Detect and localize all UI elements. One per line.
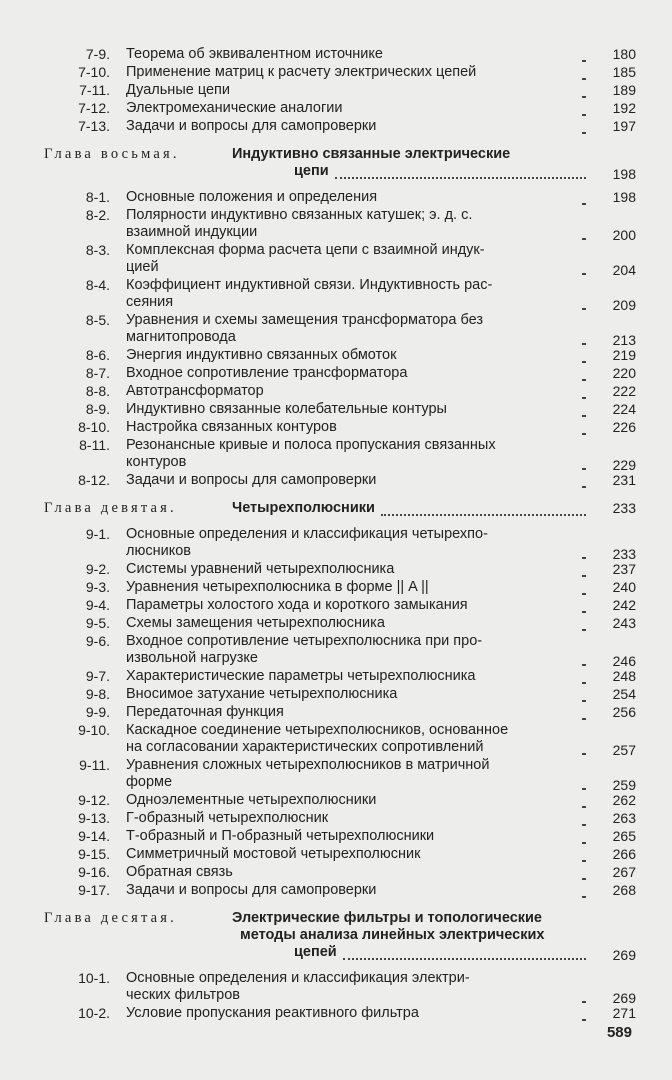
entry-title-line: форме [126,774,173,790]
section-number: 9-3. [85,579,110,595]
entry-title-line: Г-образный четырехполюсник [126,810,329,826]
entry-title-line: Настройка связанных контуров [126,419,337,435]
page-ref: 259 [612,777,636,793]
entry-title-line: Применение матриц к расчету электрических цепей [126,64,477,80]
dot-leader [335,175,586,179]
page-ref: 224 [612,401,636,417]
entry-title-line: Характеристические параметры четырехполюсника [126,668,476,684]
entry-title-line: Индуктивно связанные колебательные контуры [126,401,447,417]
section-number: 8-4. [85,277,110,293]
entry-title-line: Передаточная функция [126,704,284,720]
toc-entry [0,615,672,632]
section-number: 7-9. [85,46,110,62]
entry-title-line: на согласовании характеристических сопротивлений [126,739,484,755]
section-number: 9-4. [85,597,110,613]
section-number: 8-11. [79,437,110,453]
section-number: 8-7. [85,365,110,381]
entry-title-line: Энергия индуктивно связанных обмоток [126,347,397,363]
toc-entry [0,189,672,206]
chapter-label: Глава девятая. [44,500,177,516]
toc-entry [0,118,672,135]
section-number: 9-1. [85,526,110,542]
entry-title-line: Симметричный мостовой четырехполюсник [126,846,421,862]
page-ref: 248 [612,668,636,684]
entry-title-line: Условие пропускания реактивного фильтра [126,1005,419,1021]
section-number: 9-2. [85,561,110,577]
entry-title-line: люсников [126,543,191,559]
page-ref: 237 [612,561,636,577]
toc-entry [0,419,672,436]
toc-entry [0,312,672,346]
page-ref: 204 [612,262,636,278]
toc-entry [0,100,672,117]
section-number: 8-1. [85,189,110,205]
entry-title-line: Уравнения сложных четырехполюсников в матричной [126,757,490,773]
section-number: 9-8. [85,686,110,702]
section-number: 10-1. [78,970,110,986]
toc-entry [0,347,672,364]
toc-entry [0,277,672,311]
section-number: 8-10. [78,419,110,435]
page-ref: 263 [612,810,636,826]
page-ref: 198 [612,189,636,205]
page-ref: 220 [612,365,636,381]
page-number: 589 [606,1024,632,1041]
section-number: 8-2. [85,207,110,223]
section-number: 9-17. [78,882,110,898]
entry-title-line: Входное сопротивление четырехполюсника при про- [126,633,483,649]
entry-title-line: Полярности индуктивно связанных катушек; э. д. с. [126,207,473,223]
section-number: 9-10. [78,722,110,738]
chapter-entry [0,146,672,180]
page-ref: 268 [612,882,636,898]
page-ref: 226 [612,419,636,435]
page-ref: 267 [612,864,636,880]
page-ref: 271 [612,1005,636,1021]
section-number: 8-8. [85,383,110,399]
entry-title-line: Основные определения и классификация электри- [126,970,470,986]
section-number: 9-11. [79,757,110,773]
entry-title-line: извольной нагрузке [126,650,258,666]
entry-title-line: Параметры холостого хода и короткого замыкания [126,597,468,613]
section-number: 7-12. [78,100,110,116]
toc-entry [0,561,672,578]
page-ref: 242 [612,597,636,613]
toc-entry [0,686,672,703]
section-number: 9-15. [78,846,110,862]
chapter-entry [0,910,672,961]
entry-title-line: Основные определения и классификация четырехпо- [126,526,488,542]
page-ref: 262 [612,792,636,808]
toc-entry [0,46,672,63]
section-number: 9-7. [85,668,110,684]
page-ref: 192 [612,100,636,116]
entry-title-line: ческих фильтров [126,987,240,1003]
section-number: 9-6. [85,633,110,649]
entry-title-line: магнитопровода [126,329,236,345]
entry-title-line: Коэффициент индуктивной связи. Индуктивность рас- [126,277,493,293]
page-ref: 222 [612,383,636,399]
toc-entry [0,828,672,845]
toc-entry [0,633,672,667]
toc-entry [0,207,672,241]
toc-entry [0,792,672,809]
entry-title-line: Вносимое затухание четырехполюсника [126,686,398,702]
page-ref: 257 [612,742,636,758]
toc-entry [0,668,672,685]
page-ref: 240 [612,579,636,595]
section-number: 9-13. [78,810,110,826]
toc-entry [0,82,672,99]
entry-title-line: Одноэлементные четырехполюсники [126,792,377,808]
page-ref: 180 [612,46,636,62]
section-number: 8-3. [85,242,110,258]
entry-title-line: Т-образный и П-образный четырехполюсники [126,828,435,844]
entry-title-line: Уравнения четырехполюсника в форме || A || [126,579,429,595]
entry-title-line: Системы уравнений четырехполюсника [126,561,395,577]
section-number: 9-12. [78,792,110,808]
entry-title-line: Входное сопротивление трансформатора [126,365,408,381]
section-number: 9-9. [85,704,110,720]
section-number: 8-9. [85,401,110,417]
toc-entry [0,810,672,827]
entry-title-line: Схемы замещения четырехполюсника [126,615,385,631]
chapter-entry [0,500,672,517]
section-number: 9-16. [78,864,110,880]
page-ref: 254 [612,686,636,702]
entry-title-line: Задачи и вопросы для самопроверки [126,472,377,488]
entry-title-line: сеяния [126,294,174,310]
section-number: 7-10. [78,64,110,80]
page-ref: 269 [612,947,636,963]
page-ref: 229 [612,457,636,473]
page-ref: 256 [612,704,636,720]
toc-entry [0,757,672,791]
entry-title-line: цией [126,259,159,275]
entry-title-line: Теорема об эквивалентном источнике [126,46,383,62]
page-ref: 243 [612,615,636,631]
toc-entry [0,383,672,400]
page-ref: 198 [612,166,636,182]
toc-entry [0,597,672,614]
chapter-title-line: Четырехполюсники [232,500,375,516]
dot-leader [343,956,586,960]
entry-title-line: контуров [126,454,187,470]
entry-title-line: Автотрансформатор [126,383,264,399]
entry-title-line: Уравнения и схемы замещения трансформатора без [126,312,483,328]
section-number: 9-14. [78,828,110,844]
section-number: 10-2. [78,1005,110,1021]
entry-title-line: Резонансные кривые и полоса пропускания связанных [126,437,496,453]
page-ref: 213 [612,332,636,348]
toc-entry [0,401,672,418]
entry-title-line: Комплексная форма расчета цепи с взаимной индук- [126,242,485,258]
page-ref: 233 [612,546,636,562]
chapter-title-line: Электрические фильтры и топологические [232,910,542,926]
toc-entry [0,579,672,596]
toc-entry [0,64,672,81]
chapter-title-line: цепи [294,163,329,179]
toc-entry [0,472,672,489]
chapter-title-line: методы анализа линейных электрических [240,927,545,943]
page-ref: 233 [612,500,636,516]
section-number: 8-5. [85,312,110,328]
toc-entry [0,864,672,881]
entry-title-line: Электромеханические аналогии [126,100,343,116]
page-ref: 189 [612,82,636,98]
page-ref: 265 [612,828,636,844]
toc-entry [0,1005,672,1022]
section-number: 8-12. [78,472,110,488]
toc-entry [0,242,672,276]
page-ref: 200 [612,227,636,243]
page-ref: 197 [612,118,636,134]
toc-entry [0,704,672,721]
toc-entry [0,526,672,560]
toc-entry [0,437,672,471]
page-ref: 219 [612,347,636,363]
entry-title-line: Обратная связь [126,864,233,880]
chapter-label: Глава восьмая. [44,146,180,162]
page-ref: 266 [612,846,636,862]
section-number: 9-5. [85,615,110,631]
toc-entry [0,365,672,382]
entry-title-line: взаимной индукции [126,224,258,240]
entry-title-line: Задачи и вопросы для самопроверки [126,882,377,898]
page-ref: 185 [612,64,636,80]
section-number: 7-13. [78,118,110,134]
chapter-title-line: цепей [294,944,337,960]
toc-entry [0,846,672,863]
toc-entry [0,722,672,756]
chapter-title-line: Индуктивно связанные электрические [232,146,511,162]
toc-entry [0,970,672,1004]
page-ref: 231 [612,472,636,488]
toc-entry [0,882,672,899]
section-number: 7-11. [79,82,110,98]
page-ref: 246 [612,653,636,669]
chapter-label: Глава десятая. [44,910,178,926]
page-ref: 209 [612,297,636,313]
entry-title-line: Задачи и вопросы для самопроверки [126,118,377,134]
dot-leader [381,512,586,516]
section-number: 8-6. [85,347,110,363]
page-ref: 269 [612,990,636,1006]
entry-title-line: Основные положения и определения [126,189,378,205]
entry-title-line: Дуальные цепи [126,82,230,98]
entry-title-line: Каскадное соединение четырехполюсников, основанное [126,722,509,738]
